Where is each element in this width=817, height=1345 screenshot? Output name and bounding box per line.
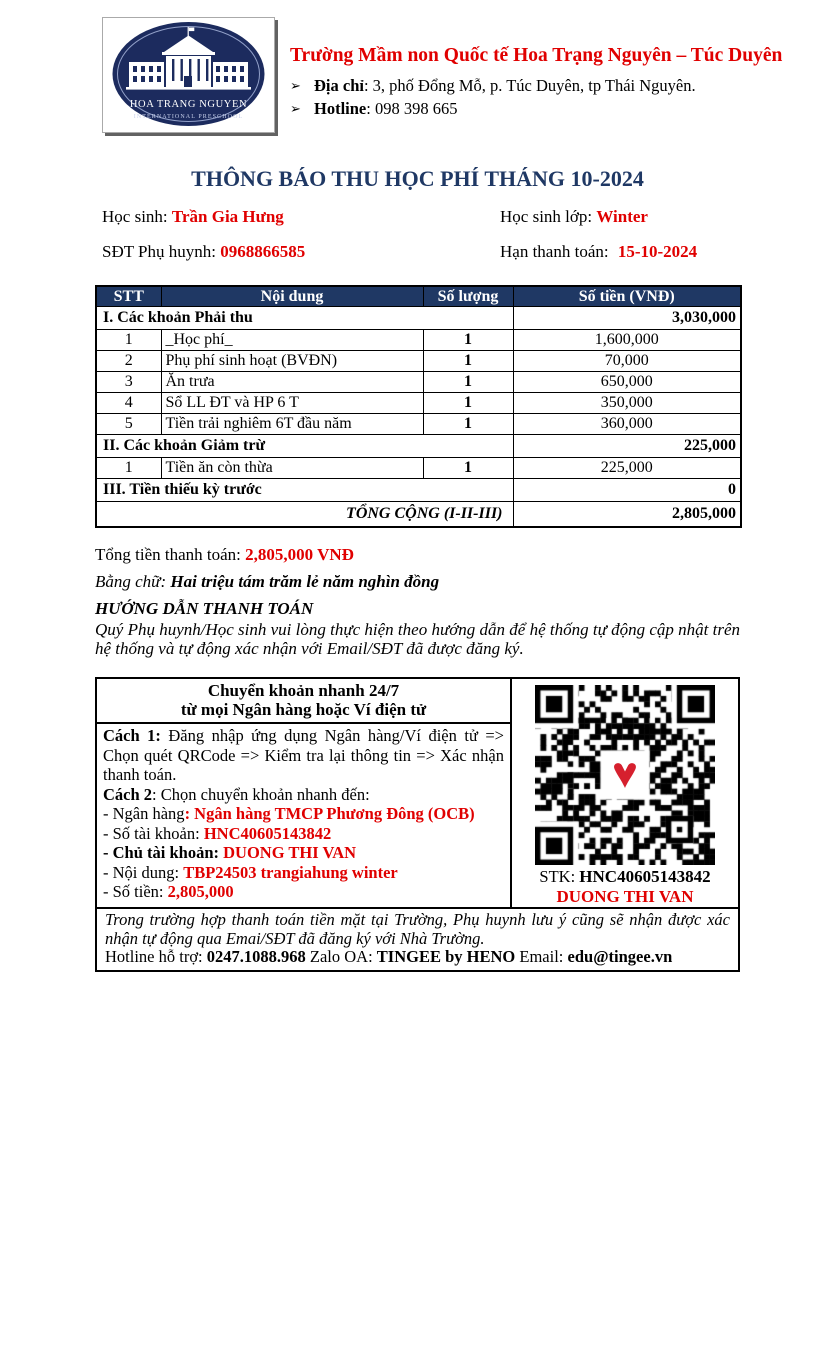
- method1-label: Cách 1:: [103, 726, 161, 746]
- fee-row: [96, 330, 741, 351]
- account-number: HNC40605143842: [203, 823, 332, 843]
- payment-guide-text: Quý Phụ huynh/Học sinh vui lòng thực hiện theo hướng dẫn để hệ thống tự động cập nhật trên hệ thống và tự động xác nhận với Email/SĐT đã được đăng ký.: [95, 620, 741, 658]
- hotline-value: : 098 398 665: [366, 99, 458, 118]
- section-label: II. Các khoản Giảm trừ: [96, 435, 513, 458]
- row-amount: 650,000: [513, 372, 741, 393]
- row-stt: 4: [96, 393, 161, 414]
- row-qty: 1: [423, 330, 513, 351]
- stk-value: HNC40605143842: [579, 867, 711, 886]
- payment-box: [95, 677, 740, 972]
- student-name-line: [102, 206, 500, 228]
- col-header-amount: Số tiền (VNĐ): [513, 286, 741, 307]
- email-label: Email:: [515, 947, 568, 966]
- due-date: 15-10-2024: [617, 242, 698, 261]
- section-amount: 3,030,000: [513, 307, 741, 330]
- row-qty: 1: [423, 372, 513, 393]
- qr-heart-logo-icon: [604, 754, 646, 796]
- fee-row: [96, 414, 741, 435]
- arrow-bullet-icon: ➢: [290, 102, 301, 117]
- section-amount: 0: [513, 479, 741, 502]
- address-value: : 3, phố Đổng Mỗ, p. Túc Duyên, tp Thái Nguyên.: [363, 76, 696, 95]
- parent-phone-line: [102, 241, 500, 263]
- fee-table-header-row: [96, 286, 741, 307]
- email-value: edu@tingee.vn: [567, 947, 673, 966]
- row-amount: 225,000: [513, 458, 741, 479]
- row-stt: 1: [96, 458, 161, 479]
- row-amount: 70,000: [513, 351, 741, 372]
- transfer-title-line2: từ mọi Ngân hàng hoặc Ví điện tử: [180, 700, 427, 719]
- transfer-instructions: [97, 724, 512, 907]
- address-line: [290, 74, 805, 97]
- section-row-previous-balance: [96, 479, 741, 502]
- zalo-value: TINGEE by HENO: [376, 947, 516, 966]
- row-stt: 5: [96, 414, 161, 435]
- section-amount: 225,000: [513, 435, 741, 458]
- row-amount: 1,600,000: [513, 330, 741, 351]
- fee-row: [96, 372, 741, 393]
- parent-phone: 0968866585: [220, 242, 306, 261]
- memo-label: - Nội dung:: [103, 862, 184, 882]
- fee-row: [96, 458, 741, 479]
- row-qty: 1: [423, 393, 513, 414]
- method2-label: Cách 2: [103, 784, 153, 804]
- stk-line: [512, 867, 738, 887]
- arrow-bullet-icon: ➢: [290, 79, 301, 94]
- student-class-label: Học sinh lớp:: [500, 207, 597, 226]
- row-stt: 2: [96, 351, 161, 372]
- total-payment-value: 2,805,000 VNĐ: [245, 545, 354, 564]
- row-qty: 1: [423, 458, 513, 479]
- row-stt: 3: [96, 372, 161, 393]
- row-qty: 1: [423, 414, 513, 435]
- amount-in-words-value: Hai triệu tám trăm lẻ năm nghìn đồng: [170, 572, 440, 591]
- hotline-line: [290, 97, 805, 120]
- fee-row: [96, 393, 741, 414]
- account-label: - Số tài khoản:: [103, 823, 204, 843]
- due-date-label: Hạn thanh toán:: [500, 242, 613, 261]
- fee-row: [96, 351, 741, 372]
- logo-school-name: HOA TRANG NGUYEN: [129, 99, 248, 110]
- due-date-line: [500, 241, 718, 263]
- page-title: THÔNG BÁO THU HỌC PHÍ THÁNG 10-2024: [191, 166, 644, 191]
- support-hotline: 0247.1088.968: [206, 947, 306, 966]
- support-hotline-label: Hotline hỗ trợ:: [105, 947, 207, 966]
- transfer-title-line1: Chuyển khoản nhanh 24/7: [207, 681, 400, 700]
- total-payment-label: Tổng tiền thanh toán:: [95, 545, 246, 564]
- row-amount: 350,000: [513, 393, 741, 414]
- school-name: Trường Mầm non Quốc tế Hoa Trạng Nguyên – Túc Duyên: [290, 45, 783, 66]
- amount-in-words-line: [95, 571, 740, 593]
- address-label: Địa chỉ: [314, 76, 364, 95]
- row-content: Sổ LL ĐT và HP 6 T: [161, 393, 423, 414]
- payment-footer: [97, 907, 738, 970]
- holder-label: - Chủ tài khoản:: [103, 843, 224, 863]
- col-header-qty: Số lượng: [423, 286, 513, 307]
- section-row-deductions: [96, 435, 741, 458]
- method2-text: : Chọn chuyển khoản nhanh đến:: [152, 784, 370, 804]
- col-header-stt: STT: [96, 286, 161, 307]
- fee-table: [95, 285, 742, 528]
- row-amount: 360,000: [513, 414, 741, 435]
- section-label: III. Tiền thiếu kỳ trước: [96, 479, 513, 502]
- account-holder-display: DUONG THI VAN: [556, 887, 694, 906]
- amount-value: 2,805,000: [167, 882, 234, 902]
- student-info: [102, 206, 747, 263]
- bank-value: : Ngân hàng TMCP Phương Đông (OCB): [184, 804, 475, 824]
- total-row: [96, 502, 741, 528]
- parent-phone-label: SĐT Phụ huynh:: [102, 242, 221, 261]
- row-content: Tiền trải nghiêm 6T đầu năm: [161, 414, 423, 435]
- row-stt: 1: [96, 330, 161, 351]
- transfer-title: [97, 679, 512, 724]
- method1-text: Đăng nhập ứng dụng Ngân hàng/Ví điện tử => Chọn quét QRCode => Kiểm tra lại thông tin => Xác nhận thanh toán.: [103, 726, 504, 785]
- row-content: Phụ phí sinh hoạt (BVĐN): [161, 351, 423, 372]
- col-header-content: Nội dung: [161, 286, 423, 307]
- student-name-label: Học sinh:: [102, 207, 172, 226]
- section-label: I. Các khoản Phải thu: [96, 307, 513, 330]
- qr-code: [535, 685, 715, 865]
- total-payment-line: [95, 544, 740, 566]
- preschool-building-icon: [103, 18, 274, 132]
- memo-value: TBP24503 trangiahung winter: [183, 862, 398, 882]
- cash-note: Trong trường hợp thanh toán tiền mặt tại Trường, Phụ huynh lưu ý cũng sẽ nhận được xác nhận tự động qua Emai/SĐT đã đăng ký với Nhà Trường.: [105, 910, 730, 948]
- zalo-label: Zalo OA:: [305, 947, 377, 966]
- amount-in-words-label: Bằng chữ:: [95, 572, 171, 591]
- row-content: Ăn trưa: [161, 372, 423, 393]
- holder-value: DUONG THI VAN: [223, 843, 357, 863]
- stk-label: STK:: [539, 867, 580, 886]
- amount-label: - Số tiền:: [103, 882, 168, 902]
- qr-panel: [512, 679, 738, 907]
- total-label: TỔNG CỘNG (I-II-III): [96, 502, 513, 528]
- row-content: _Học phí_: [161, 330, 423, 351]
- header: [290, 42, 805, 120]
- section-row-receivables: [96, 307, 741, 330]
- student-class-line: [500, 206, 740, 228]
- row-content: Tiền ăn còn thừa: [161, 458, 423, 479]
- bank-label: - Ngân hàng: [103, 804, 185, 824]
- student-class: Winter: [596, 207, 648, 226]
- payment-guide-title: HƯỚNG DẪN THANH TOÁN: [95, 599, 314, 618]
- total-amount: 2,805,000: [513, 502, 741, 528]
- summary: [95, 544, 740, 658]
- student-name: Trần Gia Hưng: [171, 207, 284, 226]
- school-logo: [102, 17, 275, 133]
- logo-subtitle: INTERNATIONAL PRESCHOOL: [133, 114, 244, 120]
- hotline-label: Hotline: [314, 99, 367, 118]
- row-qty: 1: [423, 351, 513, 372]
